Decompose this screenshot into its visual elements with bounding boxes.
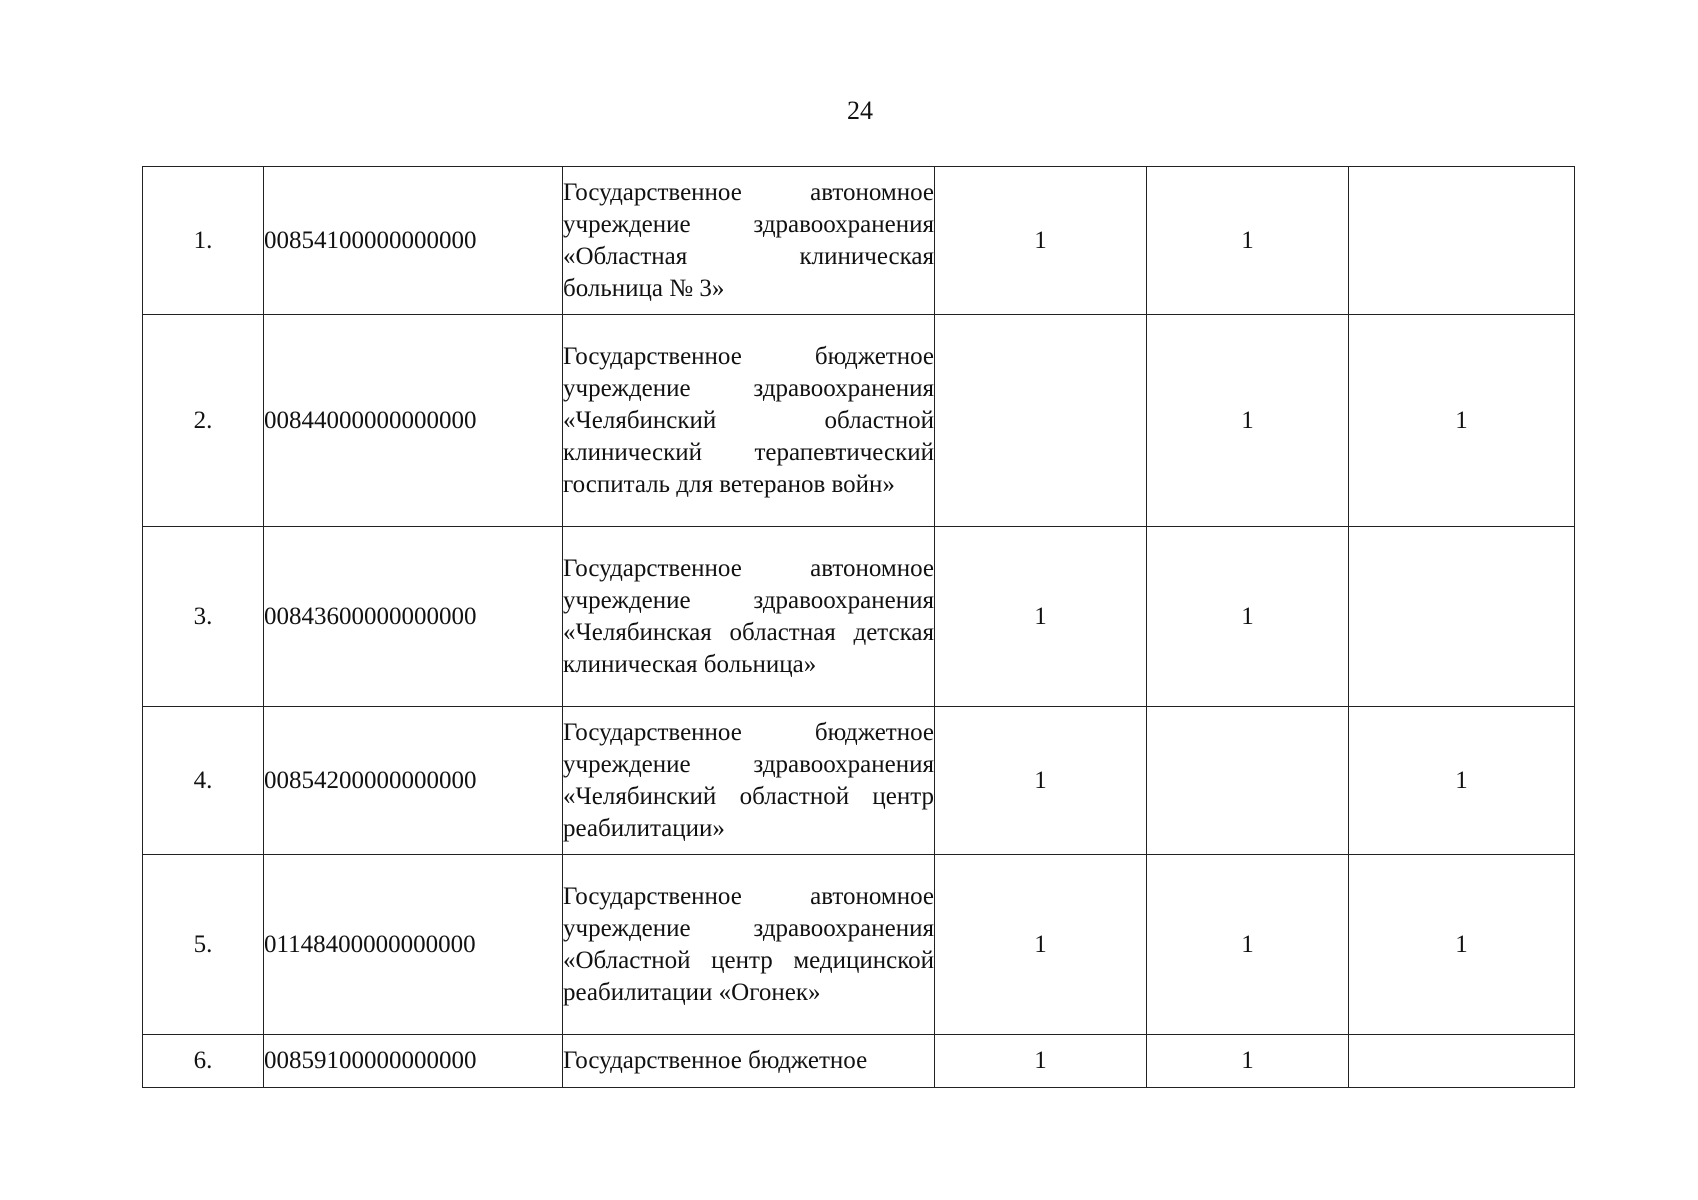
institution-name: Государственное автономное учреждение здравоохранения «Областной центр медицинской реабилитации «Огонек» bbox=[563, 855, 935, 1035]
row-number: 2. bbox=[143, 315, 264, 527]
value-col-1: 1 bbox=[935, 1035, 1147, 1088]
institution-name: Государственное автономное учреждение здравоохранения «Челябинская областная детская клиническая больница» bbox=[563, 527, 935, 707]
value-col-3: 1 bbox=[1349, 315, 1575, 527]
value-col-1: 1 bbox=[935, 707, 1147, 855]
table-row bbox=[143, 167, 1575, 315]
row-number: 5. bbox=[143, 855, 264, 1035]
institution-name: Государственное бюджетное учреждение здравоохранения «Челябинский областной центр реабилитации» bbox=[563, 707, 935, 855]
value-col-1: 1 bbox=[935, 167, 1147, 315]
value-col-3 bbox=[1349, 1035, 1575, 1088]
value-col-2: 1 bbox=[1147, 315, 1349, 527]
value-col-1 bbox=[935, 315, 1147, 527]
value-col-2: 1 bbox=[1147, 527, 1349, 707]
value-col-1: 1 bbox=[935, 527, 1147, 707]
page-number: 24 bbox=[847, 96, 873, 125]
row-number: 4. bbox=[143, 707, 264, 855]
institution-name: Государственное бюджетное bbox=[563, 1035, 935, 1088]
table-row bbox=[143, 707, 1575, 855]
institution-code: 01148400000000000 bbox=[264, 855, 563, 1035]
value-col-3 bbox=[1349, 527, 1575, 707]
value-col-3: 1 bbox=[1349, 855, 1575, 1035]
value-col-2 bbox=[1147, 707, 1349, 855]
institutions-table bbox=[142, 166, 1575, 1088]
value-col-3 bbox=[1349, 167, 1575, 315]
institution-code: 00844000000000000 bbox=[264, 315, 563, 527]
institution-code: 00843600000000000 bbox=[264, 527, 563, 707]
institution-name: Государственное бюджетное учреждение здравоохранения «Челябинский областной клинический терапевтический госпиталь для ветеранов войн» bbox=[563, 315, 935, 527]
institution-code: 00859100000000000 bbox=[264, 1035, 563, 1088]
value-col-2: 1 bbox=[1147, 855, 1349, 1035]
value-col-2: 1 bbox=[1147, 167, 1349, 315]
institution-code: 00854200000000000 bbox=[264, 707, 563, 855]
value-col-2: 1 bbox=[1147, 1035, 1349, 1088]
institution-code: 00854100000000000 bbox=[264, 167, 563, 315]
institution-name: Государственное автономное учреждение здравоохранения «Областная клиническая больница № 3» bbox=[563, 167, 935, 315]
table-row bbox=[143, 1035, 1575, 1088]
row-number: 3. bbox=[143, 527, 264, 707]
table-row bbox=[143, 527, 1575, 707]
table-row bbox=[143, 315, 1575, 527]
table-row bbox=[143, 855, 1575, 1035]
row-number: 6. bbox=[143, 1035, 264, 1088]
value-col-3: 1 bbox=[1349, 707, 1575, 855]
value-col-1: 1 bbox=[935, 855, 1147, 1035]
row-number: 1. bbox=[143, 167, 264, 315]
